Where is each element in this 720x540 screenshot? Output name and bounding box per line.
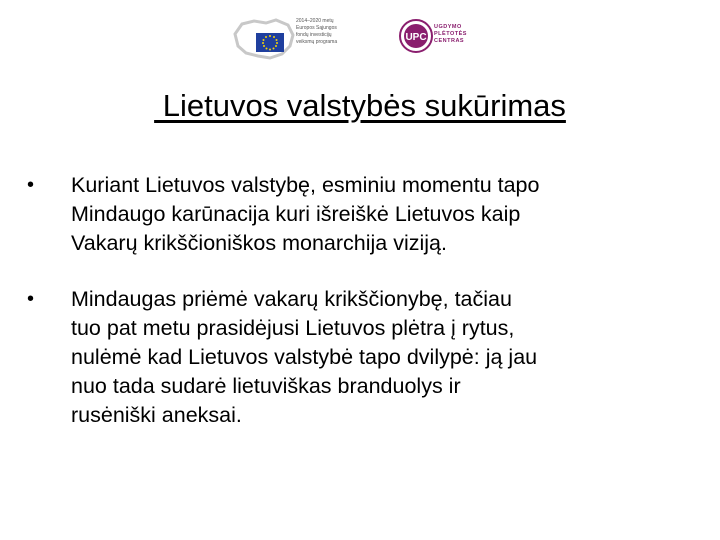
- eu-caption-line: 2014–2020 metų: [296, 18, 334, 24]
- bullet-text: Kuriant Lietuvos valstybę, esminiu momentu tapo Mindaugo karūnacija kuri išreiškė Lietuvos kaip Vakarų krikščioniškos monarchija viziją.: [71, 173, 540, 255]
- bullet-item: [27, 285, 697, 430]
- bullet-marker: •: [27, 174, 35, 196]
- upc-caption-line: CENTRAS: [434, 38, 465, 44]
- eu-caption-line: veiksmų programa: [296, 39, 338, 45]
- header-logos: [0, 10, 720, 70]
- bullet-marker: •: [27, 288, 35, 310]
- eu-caption-line: fondų investicijų: [296, 32, 332, 38]
- bullet-list: [27, 171, 697, 430]
- eu-funds-logo: [232, 16, 352, 62]
- upc-caption-line: PLĖTOTĖS: [434, 31, 467, 37]
- upc-caption-line: UGDYMO: [434, 24, 462, 30]
- bullet-text: Mindaugas priėmė vakarų krikščionybę, tačiau tuo pat metu prasidėjusi Lietuvos plėtra į rytus, nulėmė kad Lietuvos valstybė tapo dvilypė: ją jau nuo tada sudarė lietuviškas branduolys ir rusėniški aneksai.: [71, 287, 538, 427]
- upc-logo: [398, 18, 508, 58]
- lithuania-map-eu-flag-icon: [232, 16, 296, 62]
- bullet-item: [27, 171, 697, 258]
- upc-emblem-icon: [398, 18, 434, 54]
- upc-letters: UPC: [405, 32, 427, 43]
- slide-title: Lietuvos valstybės sukūrimas: [154, 88, 566, 123]
- upc-caption: [434, 24, 504, 45]
- eu-caption-line: Europos Sąjungos: [296, 25, 337, 31]
- eu-funds-caption: [296, 18, 356, 46]
